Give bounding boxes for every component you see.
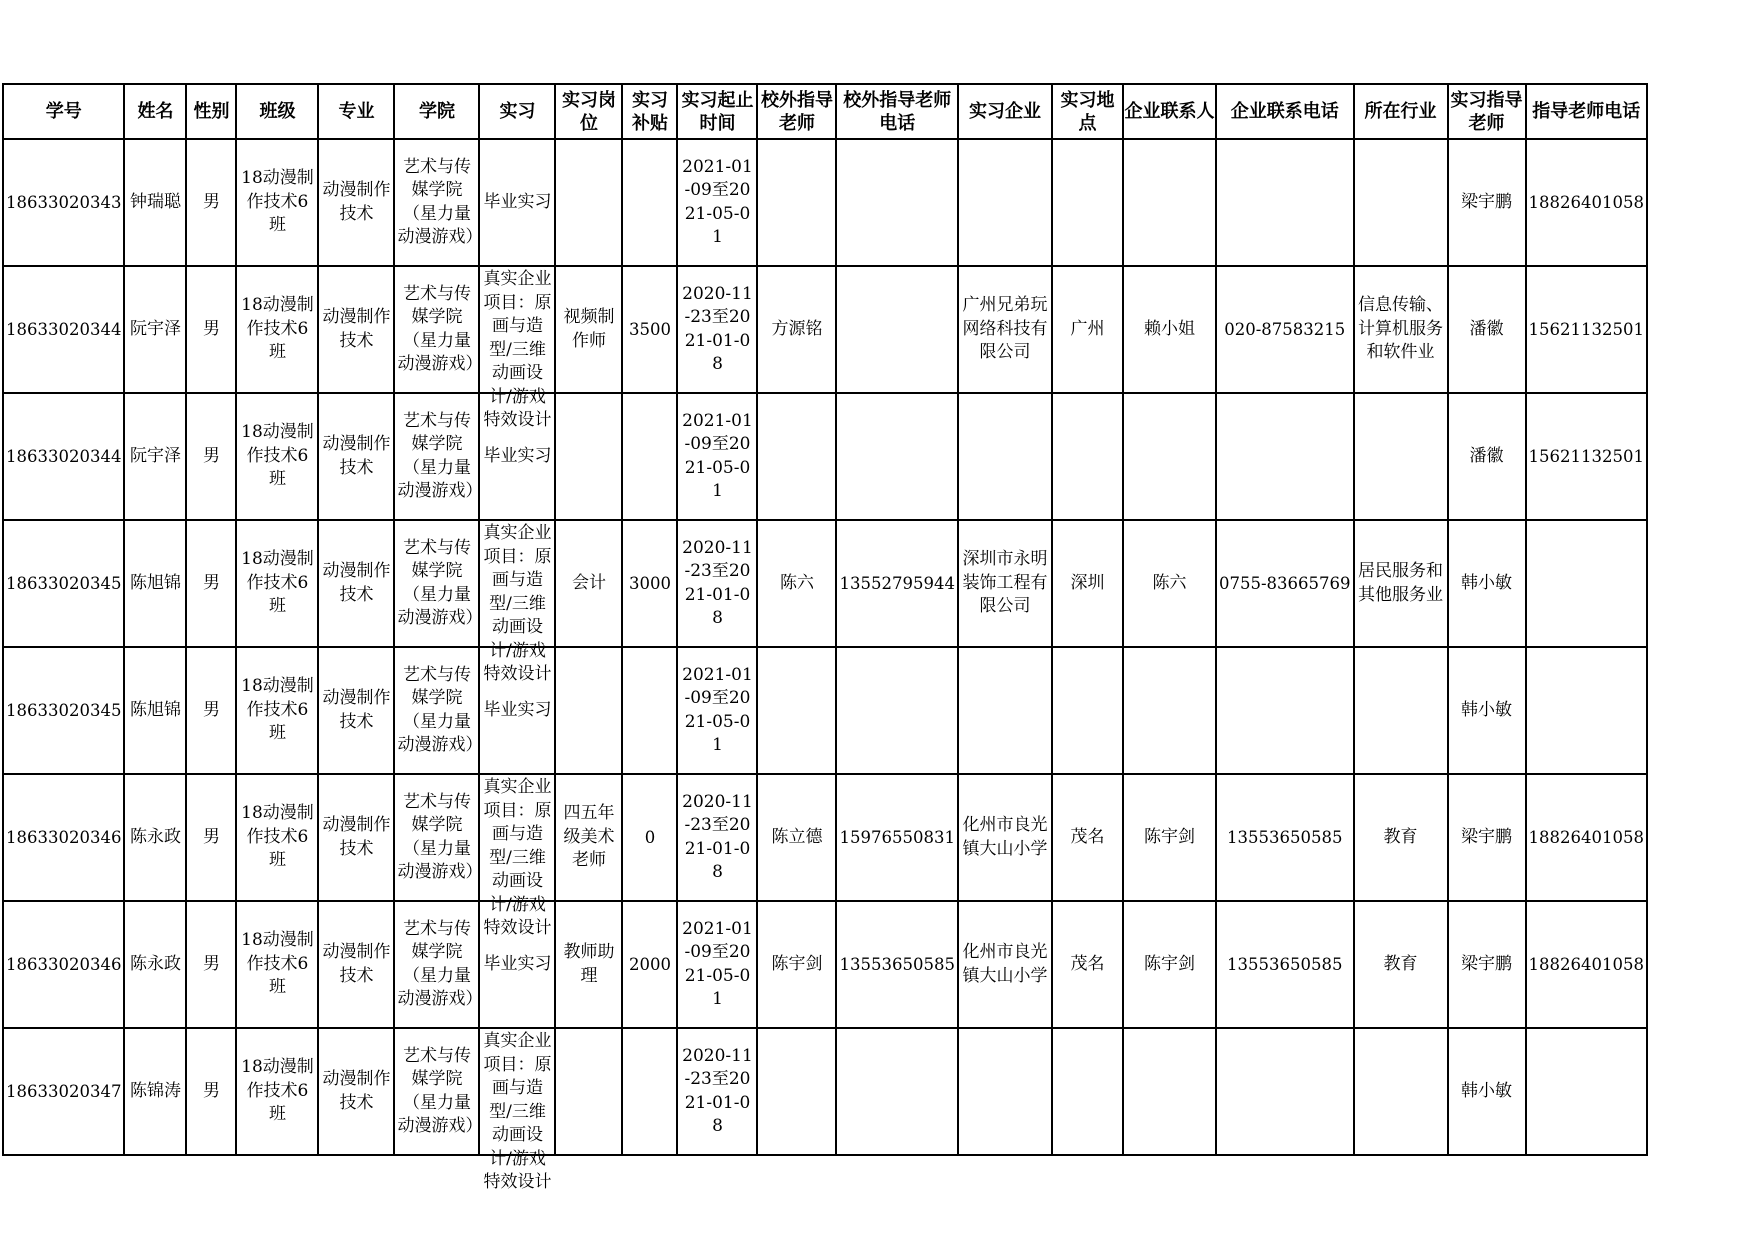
- period-text: 2020-11-23至2021-01-08: [682, 1045, 753, 1136]
- cell-student-id: [3, 139, 124, 266]
- cell-location: [1052, 393, 1123, 520]
- cell-external-mentor-phone: [836, 647, 957, 774]
- header-position: 实习岗位: [555, 84, 622, 139]
- table-row: [3, 647, 1647, 774]
- cell-company-contact: [1123, 647, 1216, 774]
- cell-company-contact: [1123, 266, 1216, 393]
- college-text: 艺术与传媒学院（星力量动漫游戏）: [397, 918, 483, 1009]
- cell-mentor-phone: [1526, 139, 1647, 266]
- major-text: 动漫制作技术: [322, 1069, 391, 1113]
- table-row: [3, 393, 1647, 520]
- cell-mentor-phone: [1526, 520, 1647, 647]
- external-mentor-text: 方源铭: [771, 318, 823, 339]
- cell-subsidy: [622, 774, 677, 901]
- cell-company-phone: [1216, 901, 1354, 1028]
- name-text: 陈永政: [129, 826, 181, 847]
- cell-external-mentor: [757, 520, 836, 647]
- cell-company-phone: [1216, 520, 1354, 647]
- cell-gender: [186, 1028, 236, 1155]
- name-text: 陈锦涛: [129, 1080, 181, 1101]
- location-text: 广州: [1070, 318, 1105, 339]
- cell-mentor: [1448, 266, 1526, 393]
- internship-type-text: 毕业实习: [483, 191, 552, 212]
- gender-text: 男: [202, 953, 220, 974]
- subsidy-text: 0: [644, 827, 656, 847]
- student-id-text: 18633020344: [6, 446, 122, 466]
- cell-major: [318, 393, 394, 520]
- header-external-mentor: 校外指导老师: [757, 84, 836, 139]
- cell-company-contact: [1123, 774, 1216, 901]
- cell-major: [318, 774, 394, 901]
- period-text: 2020-11-23至2021-01-08: [682, 283, 753, 374]
- cell-position: [555, 1028, 622, 1155]
- header-company: 实习企业: [958, 84, 1052, 139]
- header-company-phone: 企业联系电话: [1216, 84, 1354, 139]
- cell-student-id: [3, 901, 124, 1028]
- cell-company-contact: [1123, 901, 1216, 1028]
- internship-table: [2, 83, 1648, 1192]
- company-text: 化州市良光镇大山小学: [962, 942, 1048, 986]
- position-text: 四五年级美术老师: [563, 803, 615, 871]
- cell-company-contact: [1123, 139, 1216, 266]
- cell-external-mentor-phone: [836, 1028, 957, 1155]
- name-text: 陈旭锦: [129, 699, 181, 720]
- header-major: 专业: [318, 84, 394, 139]
- mentor-text: 潘徽: [1469, 445, 1504, 466]
- major-text: 动漫制作技术: [322, 942, 391, 986]
- cell-mentor-phone: [1526, 393, 1647, 520]
- internship-type-text: 真实企业项目：原画与造型/三维动画设计/游戏特效设计: [483, 1031, 552, 1192]
- cell-subsidy: [622, 901, 677, 1028]
- college-text: 艺术与传媒学院（星力量动漫游戏）: [397, 791, 483, 882]
- cell-location: [1052, 520, 1123, 647]
- cell-location: [1052, 647, 1123, 774]
- cell-position: [555, 774, 622, 901]
- cell-major: [318, 647, 394, 774]
- cell-student-id: [3, 393, 124, 520]
- cell-major: [318, 266, 394, 393]
- student-id-text: 18633020343: [6, 192, 122, 212]
- cell-period: [677, 1028, 757, 1155]
- company-phone-text: 13553650585: [1227, 827, 1343, 847]
- college-text: 艺术与传媒学院（星力量动漫游戏）: [397, 410, 483, 501]
- cell-college: [394, 393, 483, 520]
- cell-company: [958, 393, 1052, 520]
- cell-external-mentor-phone: [836, 393, 957, 520]
- cell-class: [236, 139, 318, 266]
- cell-industry: [1354, 901, 1448, 1028]
- cell-major: [318, 1028, 394, 1155]
- header-row: [3, 84, 1647, 139]
- subsidy-text: 3000: [628, 573, 671, 593]
- gender-text: 男: [202, 445, 220, 466]
- header-external-mentor-phone: 校外指导老师电话: [836, 84, 957, 139]
- cell-internship-type: [479, 139, 555, 266]
- table-row: [3, 901, 1647, 1028]
- position-text: 会计: [571, 572, 606, 593]
- cell-internship-type: [479, 520, 555, 684]
- cell-company-phone: [1216, 266, 1354, 393]
- industry-text: 教育: [1383, 953, 1418, 974]
- cell-gender: [186, 901, 236, 1028]
- cell-external-mentor-phone: [836, 266, 957, 393]
- student-id-text: 18633020346: [6, 954, 122, 974]
- name-text: 陈旭锦: [129, 572, 181, 593]
- mentor-text: 韩小敏: [1461, 1080, 1513, 1101]
- cell-college: [394, 266, 483, 393]
- class-text: 18动漫制作技术6班: [241, 930, 314, 998]
- cell-student-id: [3, 266, 124, 393]
- company-phone-text: 020-87583215: [1224, 319, 1346, 339]
- cell-external-mentor: [757, 393, 836, 520]
- cell-industry: [1354, 393, 1448, 520]
- cell-gender: [186, 139, 236, 266]
- class-text: 18动漫制作技术6班: [241, 1057, 314, 1125]
- cell-external-mentor-phone: [836, 520, 957, 647]
- cell-name: [124, 647, 186, 774]
- class-text: 18动漫制作技术6班: [241, 676, 314, 744]
- cell-company-phone: [1216, 774, 1354, 901]
- cell-position: [555, 393, 622, 520]
- cell-student-id: [3, 520, 124, 647]
- cell-mentor: [1448, 520, 1526, 647]
- student-id-text: 18633020345: [6, 573, 122, 593]
- gender-text: 男: [202, 1080, 220, 1101]
- cell-name: [124, 393, 186, 520]
- period-text: 2020-11-23至2021-01-08: [682, 791, 753, 882]
- cell-gender: [186, 520, 236, 647]
- company-phone-text: 13553650585: [1227, 954, 1343, 974]
- cell-location: [1052, 1028, 1123, 1155]
- cell-mentor: [1448, 901, 1526, 1028]
- name-text: 阮宇泽: [129, 445, 181, 466]
- internship-type-text: 真实企业项目：原画与造型/三维动画设计/游戏特效设计: [483, 269, 552, 430]
- student-id-text: 18633020346: [6, 827, 122, 847]
- cell-period: [677, 520, 757, 647]
- cell-company-contact: [1123, 393, 1216, 520]
- cell-position: [555, 901, 622, 1028]
- header-location: 实习地点: [1052, 84, 1123, 139]
- cell-location: [1052, 139, 1123, 266]
- cell-internship-type: [479, 1028, 555, 1192]
- header-gender: 性别: [186, 84, 236, 139]
- cell-position: [555, 520, 622, 647]
- cell-company: [958, 774, 1052, 901]
- cell-student-id: [3, 774, 124, 901]
- cell-name: [124, 266, 186, 393]
- cell-class: [236, 1028, 318, 1155]
- table-row: [3, 774, 1647, 901]
- cell-company-phone: [1216, 393, 1354, 520]
- table-row: [3, 1028, 1647, 1155]
- college-text: 艺术与传媒学院（星力量动漫游戏）: [397, 537, 483, 628]
- cell-company-contact: [1123, 520, 1216, 647]
- external-mentor-phone-text: 13552795944: [839, 573, 955, 593]
- cell-subsidy: [622, 393, 677, 520]
- header-industry: 所在行业: [1354, 84, 1448, 139]
- company-phone-text: 0755-83665769: [1218, 573, 1351, 593]
- cell-internship-type: [479, 266, 555, 430]
- location-text: 茂名: [1070, 953, 1105, 974]
- name-text: 钟瑞聪: [129, 191, 181, 212]
- header-company-contact: 企业联系人: [1123, 84, 1216, 139]
- cell-college: [394, 647, 483, 774]
- cell-position: [555, 647, 622, 774]
- header-mentor-phone: 指导老师电话: [1526, 84, 1647, 139]
- company-contact-text: 陈宇剑: [1143, 953, 1195, 974]
- gender-text: 男: [202, 572, 220, 593]
- major-text: 动漫制作技术: [322, 815, 391, 859]
- cell-gender: [186, 774, 236, 901]
- cell-student-id: [3, 1028, 124, 1155]
- cell-external-mentor: [757, 139, 836, 266]
- cell-name: [124, 774, 186, 901]
- cell-position: [555, 266, 622, 393]
- cell-location: [1052, 901, 1123, 1028]
- cell-name: [124, 520, 186, 647]
- college-text: 艺术与传媒学院（星力量动漫游戏）: [397, 283, 483, 374]
- header-mentor: 实习指导老师: [1448, 84, 1526, 139]
- cell-company: [958, 647, 1052, 774]
- cell-class: [236, 266, 318, 393]
- cell-name: [124, 1028, 186, 1155]
- industry-text: 居民服务和其他服务业: [1358, 561, 1444, 605]
- period-text: 2020-11-23至2021-01-08: [682, 537, 753, 628]
- subsidy-text: 2000: [628, 954, 671, 974]
- internship-type-text: 毕业实习: [483, 699, 552, 720]
- cell-class: [236, 901, 318, 1028]
- internship-type-text: 真实企业项目：原画与造型/三维动画设计/游戏特效设计: [483, 777, 552, 938]
- cell-subsidy: [622, 520, 677, 647]
- table-row: [3, 520, 1647, 647]
- industry-text: 信息传输、计算机服务和软件业: [1358, 295, 1444, 363]
- subsidy-text: 3500: [628, 319, 671, 339]
- cell-position: [555, 139, 622, 266]
- cell-period: [677, 266, 757, 393]
- mentor-text: 韩小敏: [1461, 699, 1513, 720]
- table-body: [3, 139, 1647, 1192]
- cell-mentor: [1448, 1028, 1526, 1155]
- mentor-phone-text: 18826401058: [1528, 954, 1645, 974]
- college-text: 艺术与传媒学院（星力量动漫游戏）: [397, 664, 483, 755]
- class-text: 18动漫制作技术6班: [241, 803, 314, 871]
- cell-class: [236, 520, 318, 647]
- mentor-text: 梁宇鹏: [1461, 826, 1513, 847]
- table-row: [3, 139, 1647, 266]
- cell-class: [236, 393, 318, 520]
- internship-type-text: 毕业实习: [483, 445, 552, 466]
- cell-industry: [1354, 1028, 1448, 1155]
- internship-type-text: 毕业实习: [483, 953, 552, 974]
- cell-company-phone: [1216, 647, 1354, 774]
- company-contact-text: 赖小姐: [1143, 318, 1195, 339]
- major-text: 动漫制作技术: [322, 434, 391, 478]
- industry-text: 教育: [1383, 826, 1418, 847]
- major-text: 动漫制作技术: [322, 307, 391, 351]
- cell-external-mentor: [757, 901, 836, 1028]
- mentor-text: 韩小敏: [1461, 572, 1513, 593]
- cell-college: [394, 139, 483, 266]
- company-text: 深圳市永明装饰工程有限公司: [962, 549, 1048, 617]
- major-text: 动漫制作技术: [322, 180, 391, 224]
- company-text: 化州市良光镇大山小学: [962, 815, 1048, 859]
- external-mentor-phone-text: 15976550831: [839, 827, 955, 847]
- gender-text: 男: [202, 826, 220, 847]
- cell-class: [236, 647, 318, 774]
- cell-period: [677, 647, 757, 774]
- mentor-phone-text: 18826401058: [1528, 192, 1645, 212]
- header-name: 姓名: [124, 84, 186, 139]
- cell-external-mentor: [757, 266, 836, 393]
- header-student-id: 学号: [3, 84, 124, 139]
- company-text: 广州兄弟玩网络科技有限公司: [962, 295, 1048, 363]
- major-text: 动漫制作技术: [322, 688, 391, 732]
- gender-text: 男: [202, 699, 220, 720]
- gender-text: 男: [202, 191, 220, 212]
- cell-external-mentor-phone: [836, 139, 957, 266]
- cell-location: [1052, 774, 1123, 901]
- cell-industry: [1354, 520, 1448, 647]
- class-text: 18动漫制作技术6班: [241, 422, 314, 490]
- external-mentor-text: 陈立德: [771, 826, 823, 847]
- header-class: 班级: [236, 84, 318, 139]
- external-mentor-text: 陈宇剑: [771, 953, 823, 974]
- period-text: 2021-01-09至2021-05-01: [682, 410, 753, 501]
- cell-student-id: [3, 647, 124, 774]
- cell-mentor: [1448, 647, 1526, 774]
- cell-external-mentor: [757, 774, 836, 901]
- major-text: 动漫制作技术: [322, 561, 391, 605]
- cell-company: [958, 266, 1052, 393]
- period-text: 2021-01-09至2021-05-01: [682, 918, 753, 1009]
- mentor-text: 梁宇鹏: [1461, 191, 1513, 212]
- class-text: 18动漫制作技术6班: [241, 168, 314, 236]
- name-text: 阮宇泽: [129, 318, 181, 339]
- cell-college: [394, 774, 483, 901]
- cell-mentor-phone: [1526, 647, 1647, 774]
- cell-mentor: [1448, 393, 1526, 520]
- name-text: 陈永政: [129, 953, 181, 974]
- cell-mentor-phone: [1526, 774, 1647, 901]
- cell-industry: [1354, 774, 1448, 901]
- cell-external-mentor: [757, 647, 836, 774]
- header-college: 学院: [394, 84, 479, 139]
- position-text: 教师助理: [563, 942, 615, 986]
- table-row: [3, 266, 1647, 393]
- cell-mentor-phone: [1526, 1028, 1647, 1155]
- cell-gender: [186, 647, 236, 774]
- mentor-phone-text: 15621132501: [1528, 446, 1645, 466]
- cell-major: [318, 901, 394, 1028]
- header-subsidy: 实习补贴: [622, 84, 677, 139]
- cell-gender: [186, 393, 236, 520]
- cell-period: [677, 774, 757, 901]
- class-text: 18动漫制作技术6班: [241, 549, 314, 617]
- cell-external-mentor-phone: [836, 774, 957, 901]
- cell-major: [318, 139, 394, 266]
- cell-company: [958, 520, 1052, 647]
- company-contact-text: 陈六: [1152, 572, 1187, 593]
- cell-period: [677, 139, 757, 266]
- cell-company: [958, 1028, 1052, 1155]
- mentor-phone-text: 15621132501: [1528, 319, 1645, 339]
- period-text: 2021-01-09至2021-05-01: [682, 156, 753, 247]
- gender-text: 男: [202, 318, 220, 339]
- cell-industry: [1354, 266, 1448, 393]
- cell-subsidy: [622, 139, 677, 266]
- header-internship-type: 实习: [479, 84, 555, 139]
- cell-name: [124, 901, 186, 1028]
- header-period: 实习起止时间: [677, 84, 757, 139]
- cell-company: [958, 139, 1052, 266]
- external-mentor-phone-text: 13553650585: [839, 954, 955, 974]
- cell-subsidy: [622, 1028, 677, 1155]
- location-text: 深圳: [1070, 572, 1105, 593]
- cell-mentor: [1448, 139, 1526, 266]
- cell-gender: [186, 266, 236, 393]
- cell-external-mentor-phone: [836, 901, 957, 1028]
- cell-college: [394, 901, 483, 1028]
- cell-major: [318, 520, 394, 647]
- mentor-text: 潘徽: [1469, 318, 1504, 339]
- cell-company-phone: [1216, 1028, 1354, 1155]
- cell-industry: [1354, 139, 1448, 266]
- cell-company-contact: [1123, 1028, 1216, 1155]
- cell-period: [677, 901, 757, 1028]
- cell-mentor: [1448, 774, 1526, 901]
- cell-subsidy: [622, 647, 677, 774]
- class-text: 18动漫制作技术6班: [241, 295, 314, 363]
- cell-name: [124, 139, 186, 266]
- cell-internship-type: [479, 774, 555, 938]
- cell-company: [958, 901, 1052, 1028]
- cell-industry: [1354, 647, 1448, 774]
- location-text: 茂名: [1070, 826, 1105, 847]
- cell-mentor-phone: [1526, 266, 1647, 393]
- mentor-phone-text: 18826401058: [1528, 827, 1645, 847]
- cell-mentor-phone: [1526, 901, 1647, 1028]
- college-text: 艺术与传媒学院（星力量动漫游戏）: [397, 156, 483, 247]
- cell-company-phone: [1216, 139, 1354, 266]
- cell-external-mentor: [757, 1028, 836, 1155]
- cell-period: [677, 393, 757, 520]
- student-id-text: 18633020344: [6, 319, 122, 339]
- cell-subsidy: [622, 266, 677, 393]
- cell-college: [394, 520, 483, 647]
- period-text: 2021-01-09至2021-05-01: [682, 664, 753, 755]
- internship-type-text: 真实企业项目：原画与造型/三维动画设计/游戏特效设计: [483, 523, 552, 684]
- position-text: 视频制作师: [563, 307, 615, 351]
- cell-college: [394, 1028, 483, 1155]
- cell-location: [1052, 266, 1123, 393]
- college-text: 艺术与传媒学院（星力量动漫游戏）: [397, 1045, 483, 1136]
- cell-class: [236, 774, 318, 901]
- company-contact-text: 陈宇剑: [1143, 826, 1195, 847]
- mentor-text: 梁宇鹏: [1461, 953, 1513, 974]
- external-mentor-text: 陈六: [779, 572, 814, 593]
- student-id-text: 18633020345: [6, 700, 122, 720]
- student-id-text: 18633020347: [6, 1081, 122, 1101]
